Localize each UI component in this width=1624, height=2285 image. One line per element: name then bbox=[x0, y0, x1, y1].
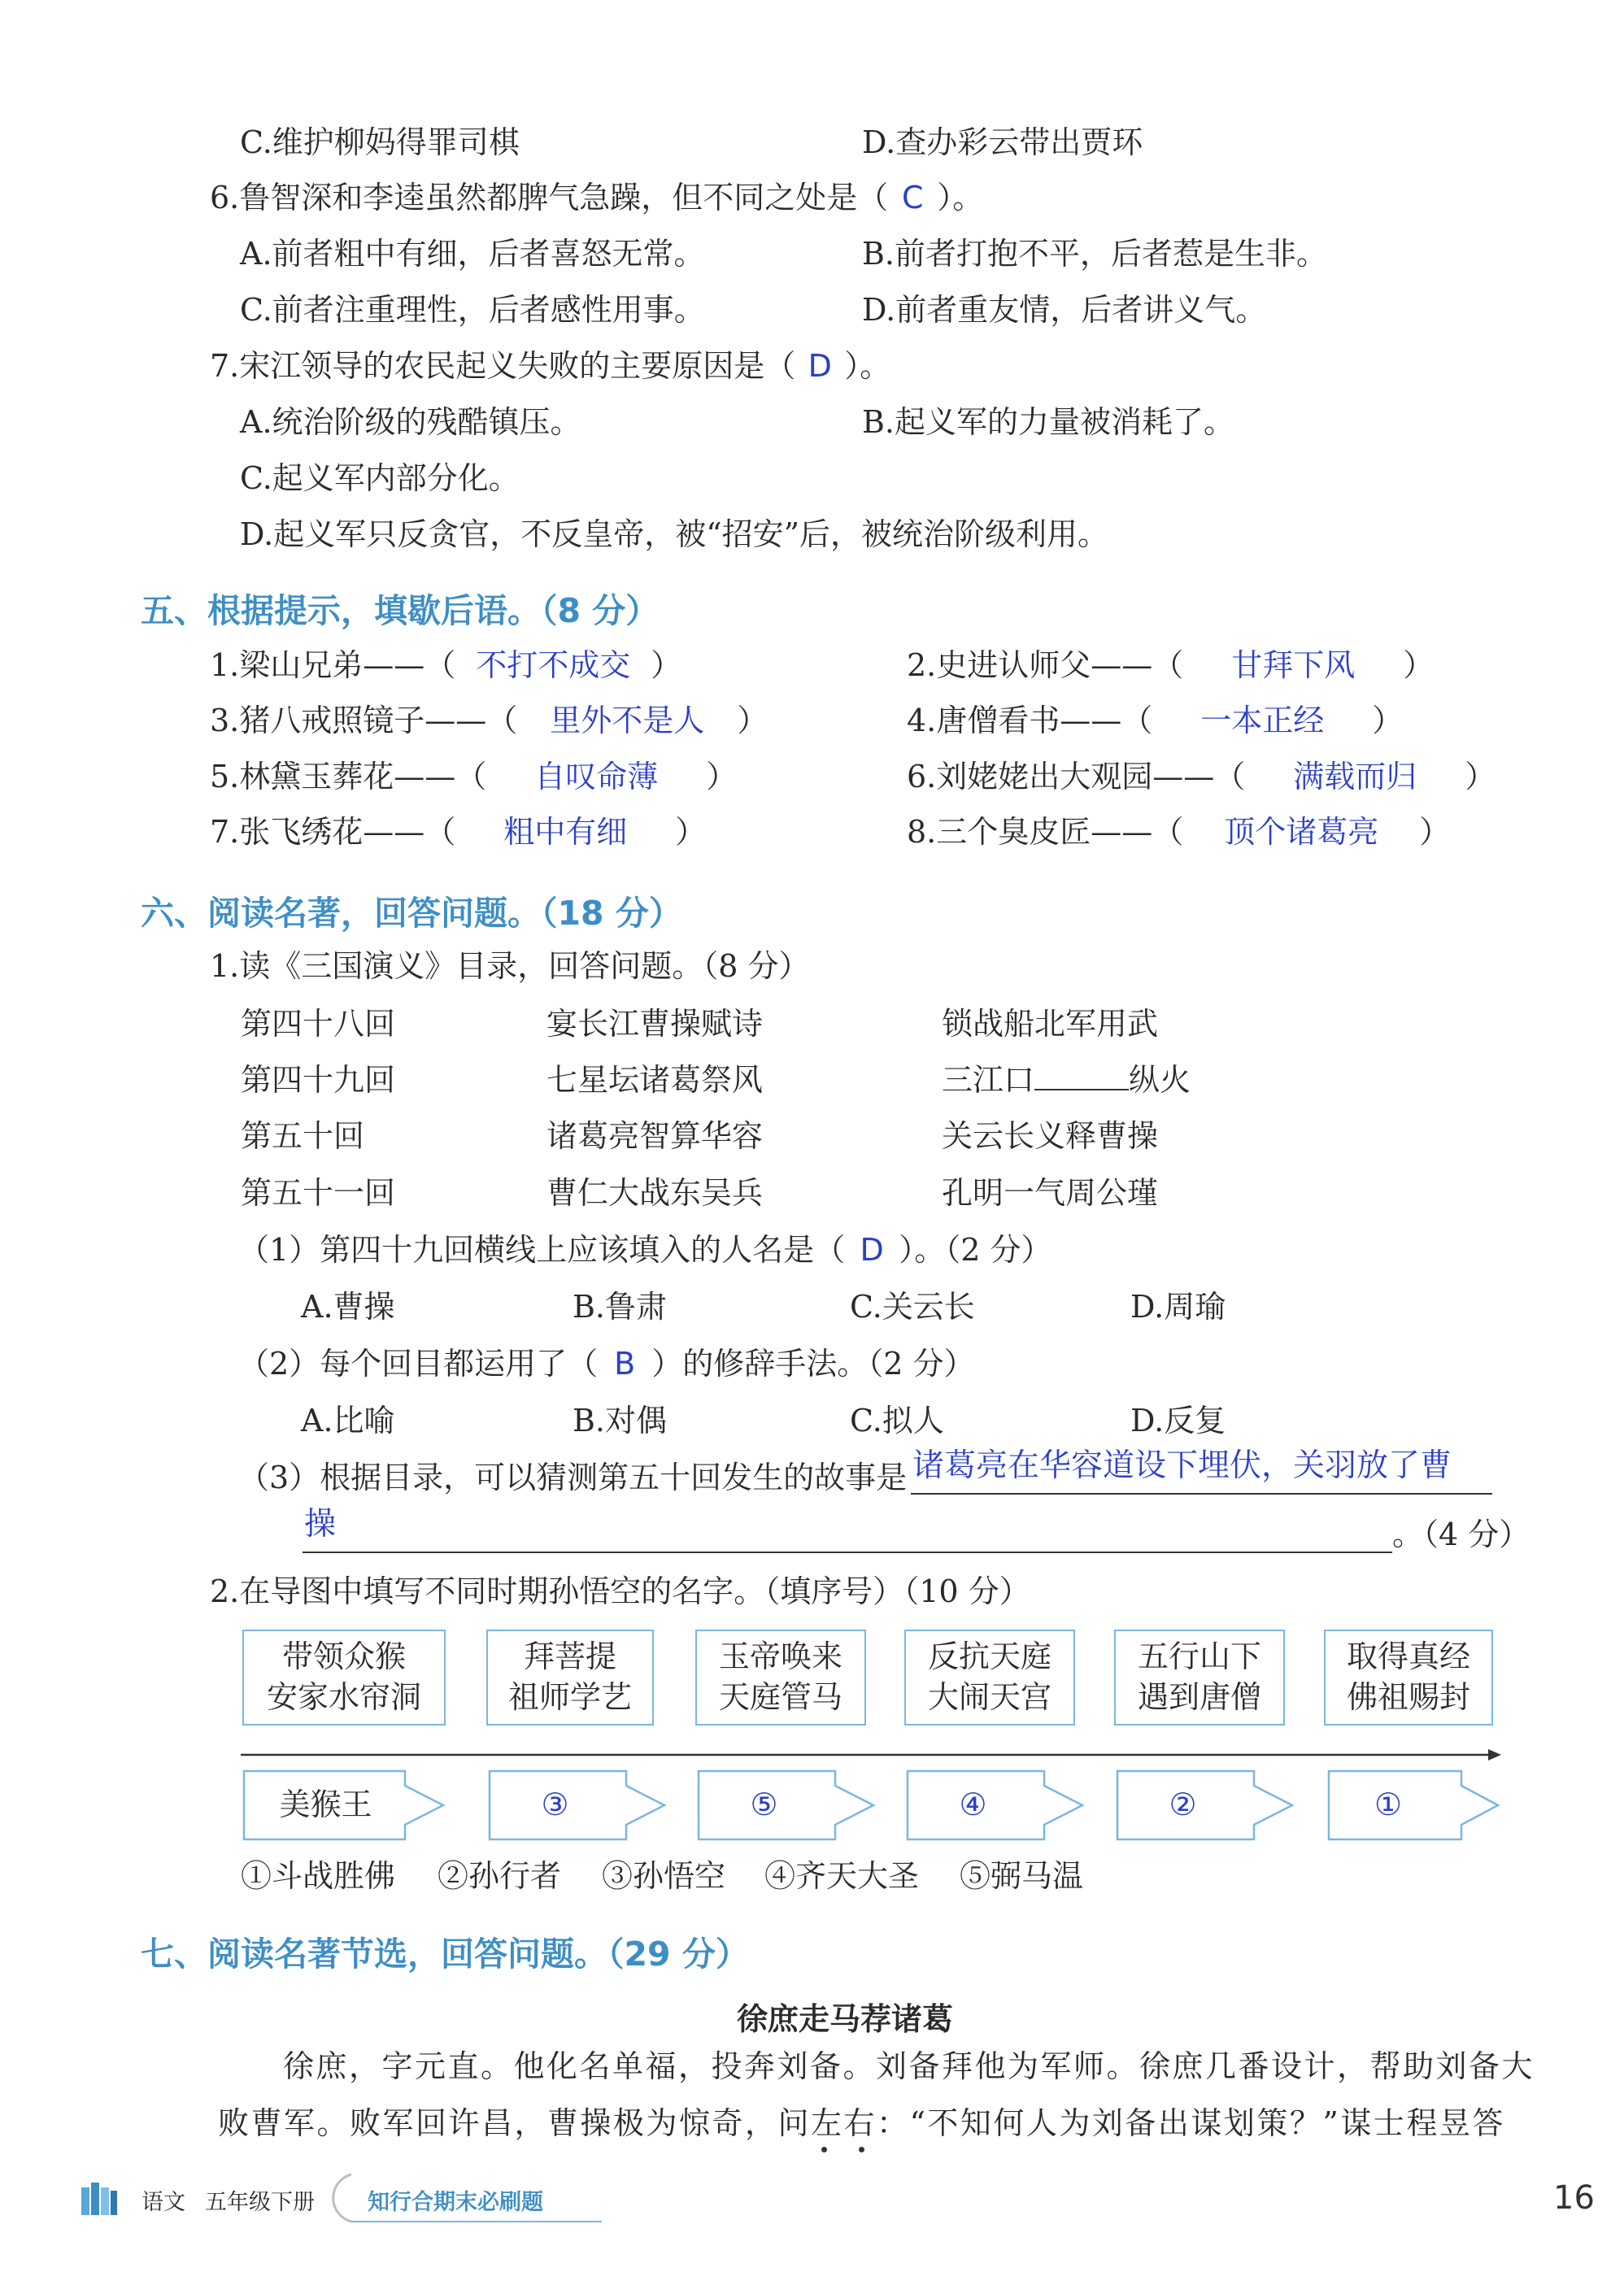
footer-brand: 知行合期末必刷题 bbox=[368, 2190, 543, 2215]
sub1-stem: （1）第四十九回横线上应该填入的人名是（ D ）。（2 分） bbox=[238, 1232, 1052, 1268]
q6-stem bbox=[210, 182, 983, 213]
section6-heading: 六、阅读名著，回答问题。（18 分） bbox=[141, 894, 682, 933]
q7-option-b: B.起义军的力量被消耗了。 bbox=[862, 404, 1235, 440]
emphasis-dot-2 bbox=[859, 2147, 864, 2152]
period-box-3: 玉帝唤来 天庭管马 bbox=[695, 1630, 866, 1726]
sub3-answer-line2: 操 bbox=[304, 1506, 337, 1543]
name-box-5 bbox=[1116, 1769, 1319, 1843]
sub1-answer: D bbox=[860, 1232, 884, 1268]
idiom-answer-2: 甘拜下风 bbox=[1231, 647, 1356, 683]
section7-heading: 七、阅读名著节选，回答问题。（29 分） bbox=[141, 1935, 749, 1974]
idiom-item-6: 6.刘姥姥出大观园——（ 满载而归 ） bbox=[907, 759, 1496, 794]
sub1-opt-a: A.曹操 bbox=[301, 1289, 395, 1325]
q7-stem-text: 7.宋江领导的农民起义失败的主要原因是（ bbox=[210, 348, 796, 384]
q7-stem bbox=[210, 348, 891, 384]
idiom-answer-3: 里外不是人 bbox=[550, 703, 705, 738]
name-box-4 bbox=[906, 1769, 1109, 1843]
q6-stem-end: ）。 bbox=[937, 180, 984, 215]
sub1-opt-b: B.鲁肃 bbox=[573, 1289, 668, 1325]
idiom-item-7: 7.张飞绣花——（ 粗中有细 ） bbox=[210, 814, 707, 850]
footer-grade: 五年级下册 bbox=[205, 2190, 315, 2215]
toc-title-50a: 诸葛亮智算华容 bbox=[546, 1118, 764, 1154]
q7-option-d: D.起义军只反贪官，不反皇帝，被“招安”后，被统治阶级利用。 bbox=[240, 516, 1109, 552]
toc-num-51: 第五十一回 bbox=[241, 1175, 396, 1211]
passage-line-2: 败曹军。败军回许昌，曹操极为惊奇，问左右：“不知何人为刘备出谋划策？”谋士程昱答 bbox=[218, 2105, 1505, 2141]
idiom-item-2: 2.史进认师父——（ 甘拜下风 ） bbox=[907, 647, 1435, 683]
period-box-1: 带领众猴 安家水帘洞 bbox=[242, 1630, 446, 1726]
name-label-5: ② bbox=[1169, 1787, 1197, 1822]
idiom-answer-1: 不打不成交 bbox=[476, 647, 631, 683]
q7-stem-end: ）。 bbox=[844, 348, 891, 384]
legend-3: ③孙悟空 bbox=[602, 1858, 726, 1894]
period-box-6: 取得真经 佛祖赐封 bbox=[1324, 1630, 1493, 1726]
q7-option-c: C.起义军内部分化。 bbox=[240, 460, 520, 496]
idiom-answer-8: 顶个诸葛亮 bbox=[1224, 814, 1379, 850]
q6-option-a: A.前者粗中有细，后者喜怒无常。 bbox=[240, 236, 705, 272]
idiom-answer-5: 自叹命薄 bbox=[534, 759, 659, 794]
emphasis-dot-1 bbox=[821, 2147, 827, 2152]
name-label-6: ① bbox=[1374, 1787, 1403, 1822]
toc-title-48b: 锁战船北军用武 bbox=[942, 1006, 1159, 1042]
name-label-1: 美猴王 bbox=[279, 1787, 372, 1822]
name-label-4: ④ bbox=[959, 1787, 987, 1822]
sub3-underline-2 bbox=[303, 1552, 1392, 1553]
sub2-opt-c: C.拟人 bbox=[850, 1403, 944, 1438]
sub2-answer: B bbox=[614, 1346, 636, 1382]
legend-2: ②孙行者 bbox=[438, 1858, 562, 1894]
q6-answer: C bbox=[901, 180, 924, 215]
sub2-stem: （2）每个回目都运用了（ B ）的修辞手法。（2 分） bbox=[238, 1346, 975, 1382]
toc-title-49a: 七星坛诸葛祭风 bbox=[546, 1062, 764, 1098]
legend-5: ⑤弼马温 bbox=[960, 1858, 1084, 1894]
sub1-opt-c: C.关云长 bbox=[850, 1289, 975, 1325]
q7-answer: D bbox=[808, 348, 832, 384]
toc-title-51b: 孔明一气周公瑾 bbox=[942, 1175, 1159, 1211]
legend-4: ④齐天大圣 bbox=[764, 1858, 920, 1894]
idiom-answer-4: 一本正经 bbox=[1200, 703, 1325, 738]
name-box-2 bbox=[488, 1769, 691, 1843]
idiom-item-5: 5.林黛玉葬花——（ 自叹命薄 ） bbox=[210, 759, 738, 794]
passage-title: 徐庶走马荐诸葛 bbox=[737, 2001, 954, 2037]
name-box-1 bbox=[242, 1769, 446, 1843]
name-box-3 bbox=[697, 1769, 900, 1843]
section5-heading: 五、根据提示，填歇后语。（8 分） bbox=[141, 591, 660, 630]
q1-stem: 1.读《三国演义》目录，回答问题。（8 分） bbox=[210, 948, 810, 984]
toc-title-49b: 三江口 纵火 bbox=[942, 1062, 1191, 1098]
passage-line-1: 徐庶，字元直。他化名单福，投奔刘备。刘备拜他为军师。徐庶几番设计，帮助刘备大 bbox=[283, 2048, 1535, 2084]
sub1-opt-d: D.周瑜 bbox=[1130, 1289, 1226, 1325]
sub3-answer-line1: 诸葛亮在华容道设下埋伏，关羽放了曹 bbox=[912, 1447, 1452, 1484]
idiom-answer-7: 粗中有细 bbox=[503, 814, 628, 850]
name-box-6 bbox=[1327, 1769, 1502, 1843]
toc-num-50: 第五十回 bbox=[241, 1118, 365, 1154]
toc-title-51a: 曹仁大战东吴兵 bbox=[546, 1175, 764, 1211]
toc-title-48a: 宴长江曹操赋诗 bbox=[546, 1006, 764, 1042]
q2-stem: 2.在导图中填写不同时期孙悟空的名字。（填序号）（10 分） bbox=[210, 1573, 1030, 1609]
q5-option-c: C.维护柳妈得罪司棋 bbox=[240, 124, 520, 160]
name-label-2: ③ bbox=[541, 1787, 569, 1822]
toc-num-48: 第四十八回 bbox=[241, 1006, 396, 1042]
q6-stem-text: 6.鲁智深和李逵虽然都脾气急躁，但不同之处是（ bbox=[210, 180, 889, 215]
q6-option-c: C.前者注重理性，后者感性用事。 bbox=[240, 292, 705, 328]
idiom-item-3: 3.猪八戒照镜子——（ 里外不是人 ） bbox=[210, 703, 768, 738]
books-icon bbox=[78, 2176, 120, 2218]
period-box-5: 五行山下 遇到唐僧 bbox=[1114, 1630, 1285, 1726]
q6-option-b: B.前者打抱不平，后者惹是生非。 bbox=[862, 236, 1328, 272]
sub3-score: 。（4 分） bbox=[1392, 1517, 1530, 1552]
period-box-2: 拜菩提 祖师学艺 bbox=[486, 1630, 654, 1726]
q6-option-d: D.前者重友情，后者讲义气。 bbox=[862, 292, 1267, 328]
sub3-underline-1 bbox=[911, 1493, 1492, 1495]
sub2-opt-a: A.比喻 bbox=[301, 1403, 395, 1438]
q7-option-a: A.统治阶级的残酷镇压。 bbox=[240, 404, 581, 440]
idiom-answer-6: 满载而归 bbox=[1293, 759, 1417, 794]
page-number: 16 bbox=[1553, 2179, 1595, 2217]
sub2-opt-b: B.对偶 bbox=[573, 1403, 668, 1438]
legend-1: ①斗战胜佛 bbox=[241, 1858, 396, 1894]
toc-num-49: 第四十九回 bbox=[241, 1062, 396, 1098]
idiom-item-4: 4.唐僧看书——（ 一本正经 ） bbox=[907, 703, 1404, 738]
sub3-stem: （3）根据目录，可以猜测第五十回发生的故事是 bbox=[238, 1460, 908, 1495]
period-box-4: 反抗天庭 大闹天宫 bbox=[904, 1630, 1075, 1726]
toc-title-50b: 关云长义释曹操 bbox=[942, 1118, 1159, 1154]
name-label-3: ⑤ bbox=[750, 1787, 778, 1822]
toc-blank bbox=[1034, 1064, 1129, 1090]
timeline-arrow bbox=[236, 1745, 1504, 1765]
idiom-item-1: 1.梁山兄弟——（ 不打不成交 ） bbox=[210, 647, 682, 683]
sub2-opt-d: D.反复 bbox=[1130, 1403, 1226, 1438]
q5-option-d: D.查办彩云带出贾环 bbox=[862, 124, 1143, 160]
idiom-item-8: 8.三个臭皮匠——（ 顶个诸葛亮 ） bbox=[907, 814, 1451, 850]
footer-subject: 语文 bbox=[142, 2190, 185, 2215]
